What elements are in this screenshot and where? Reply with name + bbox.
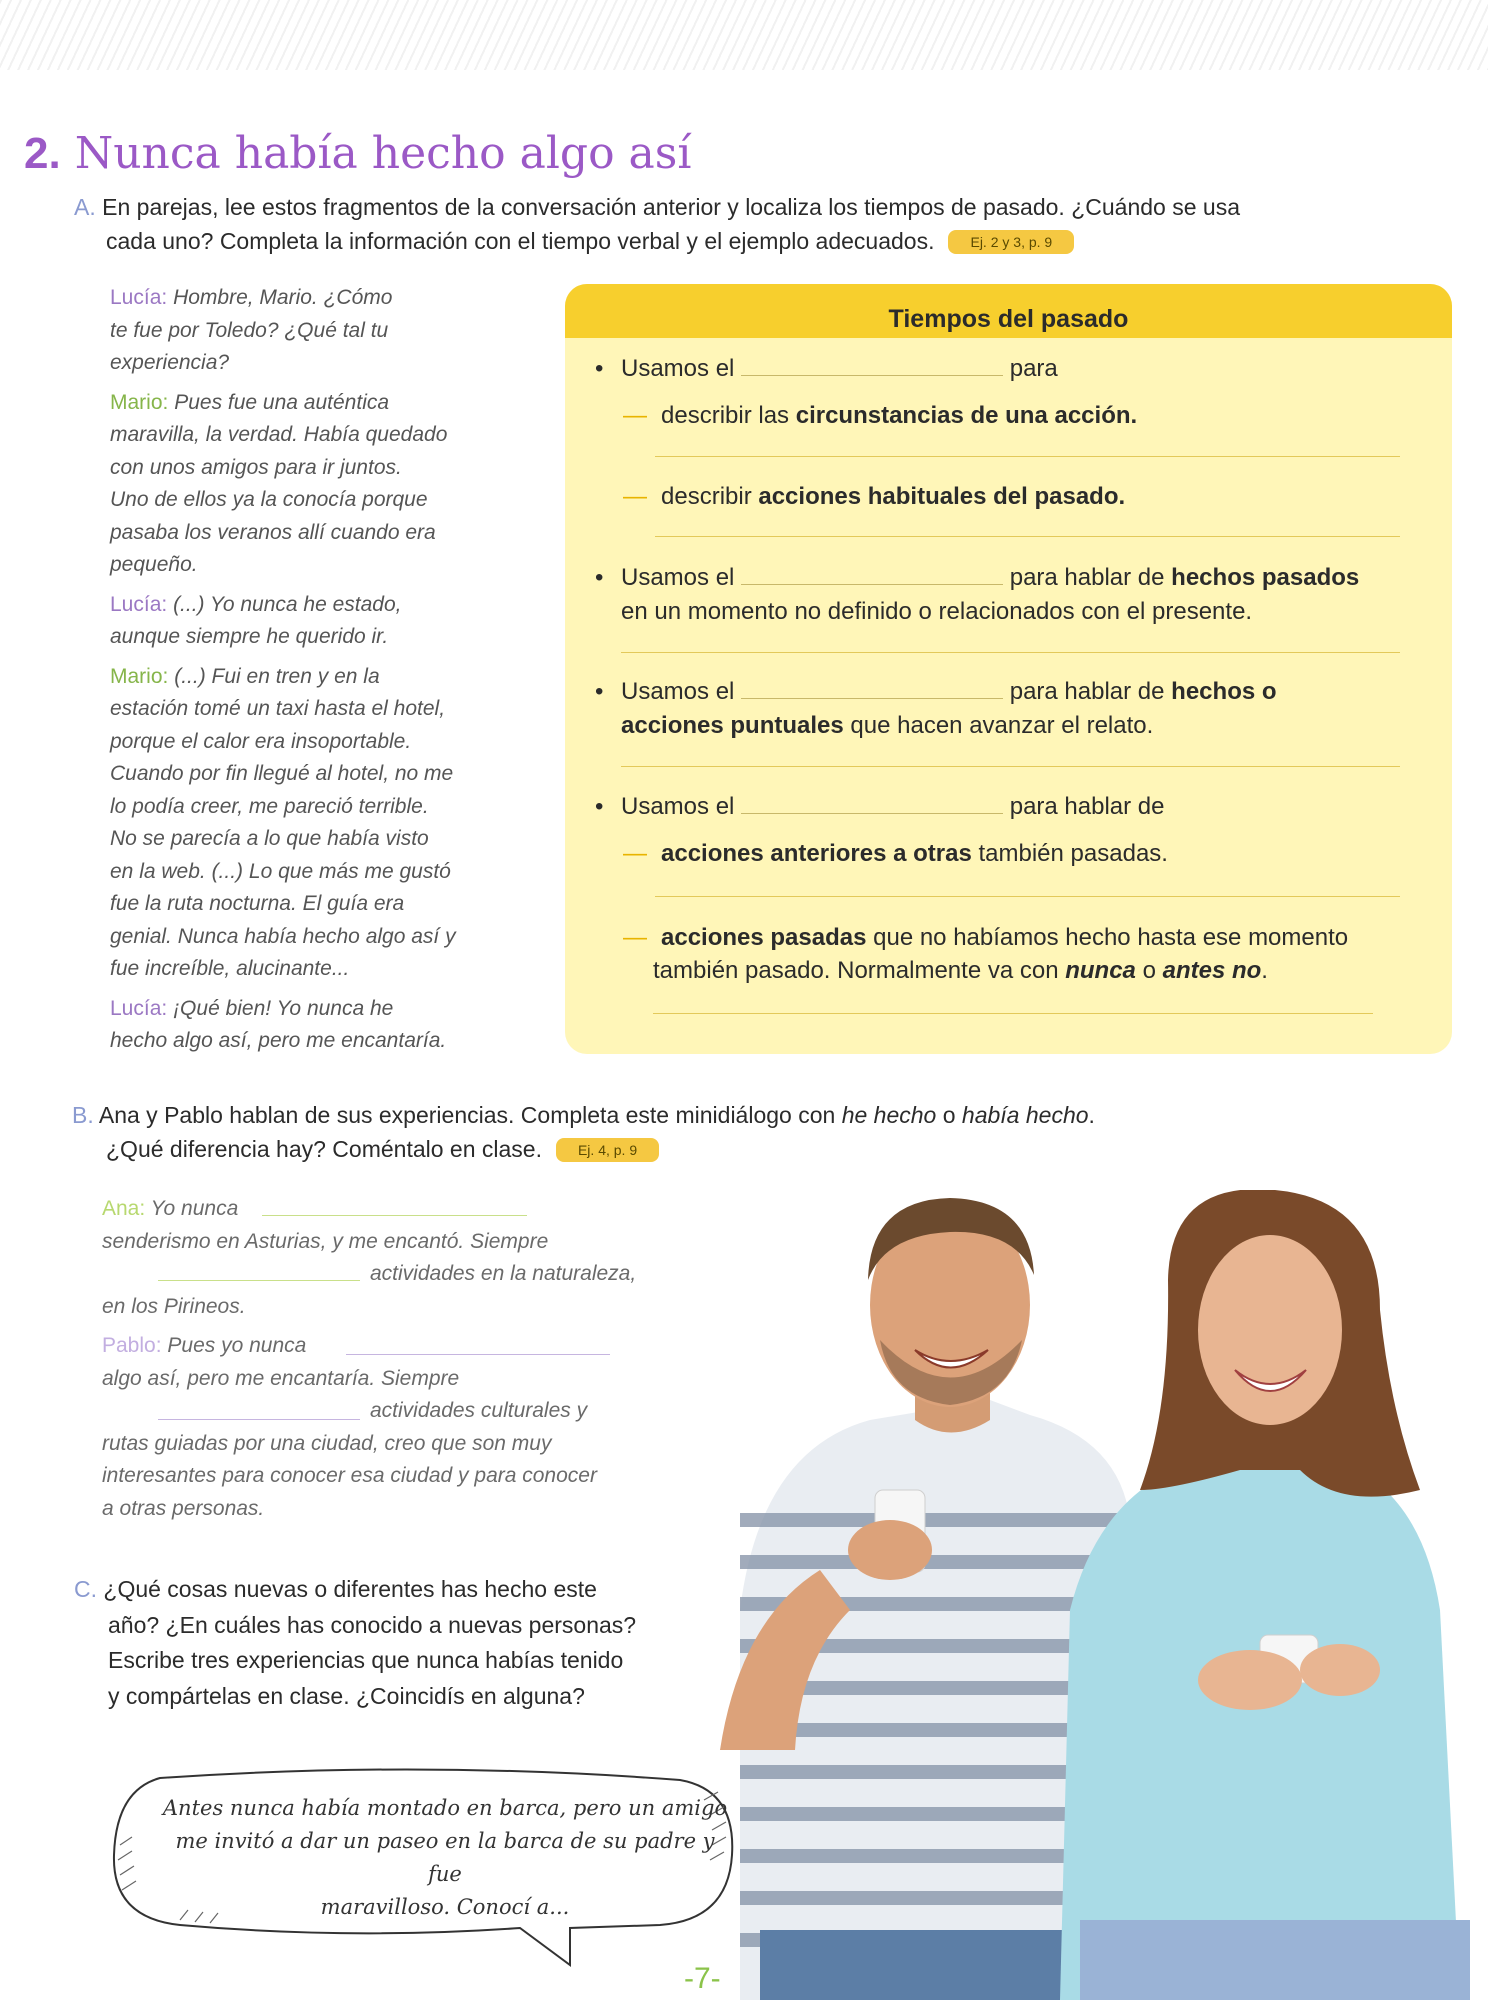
fill-in-blank[interactable] — [741, 564, 1003, 585]
part-c-letter: C. — [74, 1576, 97, 1602]
answer-line[interactable] — [621, 652, 1400, 653]
bubble-line: maravilloso. Conocí a... — [320, 1895, 570, 1919]
part-b-text: Ana y Pablo hablan de sus experiencias. Completa este minidiálogo con — [98, 1102, 842, 1128]
dialogue-line-lucia-3 — [110, 993, 456, 1058]
dialogue-text: ¡Qué bien! Yo nunca he — [173, 996, 394, 1020]
grammar-subpoint — [623, 480, 1125, 514]
grammar-text-bold: acciones anteriores a otras — [661, 840, 972, 867]
part-a-line2: cada uno? Completa la información con el tiempo verbal y el ejemplo adecuados. — [106, 228, 935, 254]
dialogue-text: (...) Yo nunca he estado, — [173, 592, 402, 616]
grammar-text: Usamos el — [621, 564, 735, 591]
page-number: -7- — [684, 1962, 721, 1995]
grammar-text: Usamos el — [621, 678, 735, 705]
grammar-text-bold: hechos pasados — [1171, 564, 1360, 591]
dialogue-text: actividades en la naturaleza, — [370, 1262, 637, 1285]
section-number: 2. — [24, 129, 61, 178]
man-hand — [848, 1520, 932, 1580]
part-a-letter: A. — [74, 194, 96, 220]
dialogue-text: lo podía creer, me pareció terrible. — [110, 794, 429, 818]
dialogue-text: pasaba los veranos allí cuando era — [110, 520, 436, 544]
grammar-text: también pasado. Normalmente va con — [653, 957, 1066, 984]
grammar-keyword: antes no — [1162, 957, 1262, 984]
grammar-bullet-3 — [621, 675, 1277, 709]
dialogue-text: (...) Fui en tren y en la — [174, 664, 380, 688]
part-b-text: ¿Qué diferencia hay? Coméntalo en clase. — [106, 1136, 542, 1162]
dialogue-line-lucia-1 — [110, 282, 456, 380]
couple-photo — [700, 1190, 1488, 2000]
part-c-text: y compártelas en clase. ¿Coincidís en alguna? — [108, 1682, 585, 1709]
dialogue-text: estación tomé un taxi hasta el hotel, — [110, 697, 446, 720]
speaker-pablo: Pablo: — [102, 1334, 162, 1357]
part-b-instructions — [72, 1098, 1095, 1166]
answer-line[interactable] — [158, 1280, 360, 1281]
bubble-line: Antes nunca había montado en barca, pero un amigo — [162, 1796, 728, 1820]
woman-face — [1198, 1235, 1342, 1425]
fill-in-blank[interactable] — [741, 355, 1003, 376]
part-b-text: . — [1088, 1102, 1095, 1128]
dialogue-line-mario-2 — [110, 661, 456, 986]
grammar-text-line — [653, 954, 1268, 988]
woman-shirt — [1060, 1455, 1460, 2000]
grammar-bullet-4 — [621, 790, 1165, 824]
dialogue-text: hecho algo así, pero me encantaría. — [110, 1029, 447, 1052]
speaker-lucia: Lucía: — [110, 996, 168, 1020]
dialogue-text: pequeño. — [110, 553, 198, 576]
part-b-text-italic: había hecho — [961, 1102, 1089, 1128]
grammar-text: describir las — [661, 402, 796, 429]
grammar-text: describir — [661, 483, 759, 510]
dialogue-text: te fue por Toledo? ¿Qué tal tu — [110, 318, 389, 342]
grammar-text: Usamos el — [621, 793, 735, 820]
fill-in-blank[interactable] — [741, 678, 1003, 699]
dialogue-text: fue increíble, alucinante... — [110, 957, 350, 980]
dash-marker: — — [623, 840, 647, 867]
grammar-text: Usamos el — [621, 355, 735, 382]
grammar-subpoint — [623, 399, 1137, 433]
dialogue-text: Pues fue una auténtica — [174, 390, 390, 414]
grammar-text: para hablar de — [1009, 564, 1172, 591]
part-c-text: Escribe tres experiencias que nunca habías tenido — [108, 1647, 624, 1673]
grammar-text-bold: hechos o — [1171, 678, 1277, 705]
dash-marker: — — [623, 483, 647, 510]
dialogue-line-mario-1 — [110, 387, 456, 582]
dialogue-line-ana — [102, 1193, 636, 1226]
dialogue-text: maravilla, la verdad. Había quedado — [110, 423, 448, 446]
dialogue-b — [102, 1193, 636, 1525]
dialogue-text: rutas guiadas por una ciudad, creo que son muy — [102, 1431, 552, 1455]
grammar-text-bold: circunstancias de una acción. — [795, 402, 1138, 429]
grammar-subpoint — [623, 921, 1348, 955]
bubble-line: me invitó a dar un paseo en la barca de su padre y fue — [175, 1829, 715, 1886]
dialogue-text: Cuando por fin llegué al hotel, no me — [110, 762, 454, 785]
grammar-text: también pasadas. — [971, 840, 1168, 867]
grammar-text: en un momento no definido o relacionados con el presente. — [621, 598, 1253, 625]
dash-marker: — — [623, 402, 647, 429]
part-a-instructions — [74, 190, 1240, 258]
dialogue-text: actividades culturales y — [370, 1399, 588, 1422]
dialogue-text: senderismo en Asturias, y me encantó. Siempre — [102, 1229, 549, 1253]
dialogue-text: en la web. (...) Lo que más me gustó — [110, 859, 451, 883]
answer-line[interactable] — [158, 1419, 360, 1420]
woman-jeans — [1080, 1920, 1470, 2000]
speaker-mario: Mario: — [110, 390, 169, 414]
dialogue-line-pablo — [102, 1330, 636, 1363]
grammar-text: que hacen avanzar el relato. — [843, 712, 1154, 739]
dialogue-text: a otras personas. — [102, 1496, 265, 1520]
dialogue-line-lucia-2 — [110, 589, 456, 654]
grammar-text: . — [1261, 957, 1268, 984]
dash-marker: — — [623, 924, 647, 951]
dialogue-a — [110, 282, 456, 1065]
grammar-text: o — [1135, 957, 1163, 984]
part-c-instructions — [74, 1572, 636, 1714]
grammar-text: que no habíamos hecho hasta ese momento — [866, 924, 1349, 951]
speaker-mario: Mario: — [110, 664, 169, 688]
speaker-lucia: Lucía: — [110, 592, 168, 616]
grammar-text: para hablar de — [1009, 678, 1172, 705]
fill-in-blank[interactable] — [741, 793, 1003, 814]
section-title — [24, 128, 691, 179]
answer-line[interactable] — [621, 766, 1400, 767]
grammar-text-bold: acciones pasadas — [661, 924, 867, 951]
part-b-text-italic: he hecho — [841, 1102, 937, 1128]
part-b-letter: B. — [72, 1102, 94, 1128]
grammar-text-bold: acciones habituales del pasado. — [758, 483, 1126, 510]
woman-hands — [1198, 1650, 1302, 1710]
section-title-text: Nunca había hecho algo así — [74, 128, 692, 179]
grammar-text-line — [621, 709, 1153, 743]
dialogue-text: experiencia? — [110, 351, 230, 374]
exercise-ref-badge: Ej. 2 y 3, p. 9 — [948, 230, 1074, 254]
part-b-text: o — [936, 1102, 962, 1128]
grammar-text: para — [1009, 355, 1058, 382]
answer-line[interactable] — [346, 1354, 610, 1355]
grammar-keyword: nunca — [1065, 957, 1136, 984]
grammar-box — [565, 284, 1452, 1054]
grammar-subpoint — [623, 837, 1168, 871]
dialogue-text: fue la ruta nocturna. El guía era — [110, 892, 405, 915]
decorative-top-band — [0, 0, 1488, 70]
dialogue-text: porque el calor era insoportable. — [110, 729, 412, 753]
answer-line[interactable] — [655, 536, 1400, 537]
grammar-text-bold: acciones puntuales — [621, 712, 844, 739]
dialogue-text: Yo nunca — [150, 1197, 239, 1220]
answer-line[interactable] — [262, 1215, 527, 1216]
dialogue-text: No se parecía a lo que había visto — [110, 827, 429, 850]
dialogue-text: Hombre, Mario. ¿Cómo — [173, 286, 393, 309]
speech-bubble-text — [160, 1792, 730, 1924]
dialogue-text: con unos amigos para ir juntos. — [110, 455, 402, 479]
dialogue-text: Uno de ellos ya la conocía porque — [110, 488, 428, 511]
answer-line[interactable] — [655, 456, 1400, 457]
speaker-lucia: Lucía: — [110, 286, 168, 309]
grammar-bullet-2 — [621, 561, 1359, 595]
grammar-text: para hablar de — [1009, 793, 1165, 820]
dialogue-text: en los Pirineos. — [102, 1294, 246, 1318]
grammar-box-title: Tiempos del pasado — [565, 284, 1452, 338]
dialogue-text: aunque siempre he querido ir. — [110, 625, 389, 648]
answer-line[interactable] — [655, 896, 1400, 897]
part-c-text: ¿Qué cosas nuevas o diferentes has hecho este — [103, 1576, 597, 1602]
answer-line[interactable] — [653, 1013, 1373, 1014]
dialogue-text: algo así, pero me encantaría. Siempre — [102, 1366, 460, 1390]
dialogue-text: Pues yo nunca — [167, 1334, 307, 1357]
exercise-ref-badge: Ej. 4, p. 9 — [556, 1138, 659, 1162]
speaker-ana: Ana: — [102, 1197, 146, 1220]
dialogue-text: genial. Nunca había hecho algo así y — [110, 924, 456, 948]
dialogue-text: interesantes para conocer esa ciudad y para conocer — [102, 1464, 597, 1487]
part-a-line1: En parejas, lee estos fragmentos de la conversación anterior y localiza los tiempos de pasado. ¿Cuándo se usa — [102, 194, 1240, 220]
part-c-text: año? ¿En cuáles has conocido a nuevas personas? — [108, 1611, 637, 1638]
woman-hands — [1300, 1644, 1380, 1696]
grammar-bullet-1 — [621, 352, 1058, 386]
